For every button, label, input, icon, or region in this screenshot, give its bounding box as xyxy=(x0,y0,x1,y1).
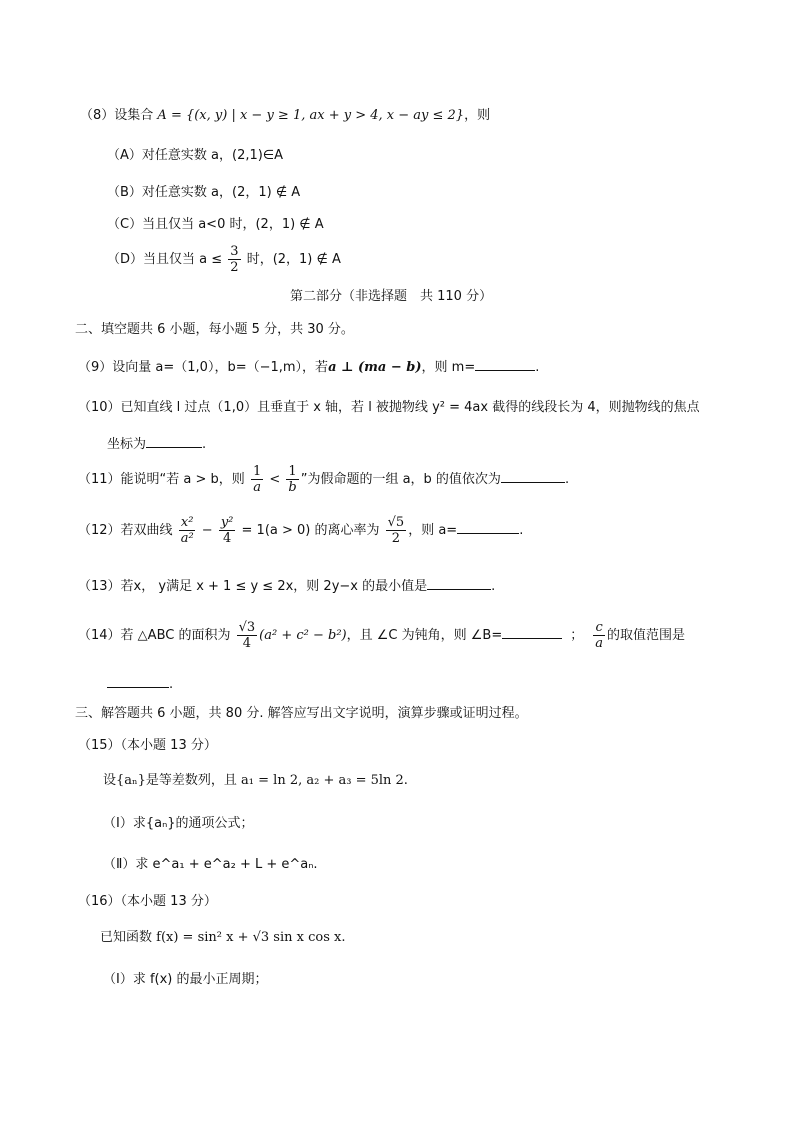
stem-text: . xyxy=(169,677,174,692)
option-d xyxy=(107,242,341,278)
numerator: √5 xyxy=(387,515,405,530)
stem-text: ； xyxy=(570,628,584,643)
question-8-stem xyxy=(80,106,490,126)
option-text: 当且仅当 a<0 时，(2，1) ∉ A xyxy=(142,217,324,232)
set-expression: A = {(x, y) | x − y ≥ 1, ax + y > 4, x − ay ≤ 2} xyxy=(157,108,465,123)
stem-text: 的取值范围是 xyxy=(607,628,686,643)
stem-text: 能说明“若 a > b，则 xyxy=(120,472,249,487)
less-than: < xyxy=(265,472,285,487)
numerator: c xyxy=(595,620,603,635)
question-number: （14） xyxy=(78,628,121,643)
option-c xyxy=(107,215,324,235)
answer-blank[interactable] xyxy=(501,468,565,483)
part-2-title: 第二部分（非选择题 共 110 分） xyxy=(290,289,493,304)
stem-text: ，则 m= xyxy=(421,360,476,375)
option-text: 对任意实数 a，(2,1)∈A xyxy=(141,148,284,163)
fraction xyxy=(219,515,236,546)
denominator: 2 xyxy=(391,531,401,546)
answer-blank[interactable] xyxy=(427,575,491,590)
stem-text: . xyxy=(564,472,570,487)
numerator: y² xyxy=(220,515,234,530)
fraction xyxy=(179,515,196,546)
answer-blank[interactable] xyxy=(146,433,202,448)
question-15-part-2: （Ⅱ）求 e^a₁ + e^a₂ + L + e^aₙ. xyxy=(103,857,318,872)
answer-blank[interactable] xyxy=(475,356,535,371)
stem-text: . xyxy=(491,579,496,594)
stem-text: . xyxy=(535,360,540,375)
numerator: √3 xyxy=(238,620,256,635)
stem-text: ，且 ∠C 为钝角，则 ∠B= xyxy=(346,628,503,643)
answer-blank[interactable] xyxy=(107,673,169,688)
option-text: 当且仅当 a ≤ xyxy=(143,252,227,267)
question-13 xyxy=(78,575,495,597)
denominator: 2 xyxy=(230,260,239,275)
fraction xyxy=(593,620,605,651)
question-number: （11） xyxy=(78,472,121,487)
stem-text: ，则 xyxy=(464,108,491,123)
option-a xyxy=(107,146,283,166)
denominator: a xyxy=(253,480,261,495)
question-15-stem: 设{aₙ}是等差数列，且 a₁ = ln 2, a₂ + a₃ = 5ln 2. xyxy=(103,773,408,788)
minus-sign: − xyxy=(197,523,217,538)
denominator: 4 xyxy=(242,636,252,651)
option-label: （C） xyxy=(107,217,143,232)
question-number: （13） xyxy=(78,579,121,594)
denominator: a² xyxy=(180,531,194,546)
answer-blank[interactable] xyxy=(502,624,562,639)
fraction xyxy=(251,464,263,495)
stem-text: 若x， y满足 x + 1 ≤ y ≤ 2x，则 2y−x 的最小值是 xyxy=(120,579,428,594)
question-15-part-1: （Ⅰ）求{aₙ}的通项公式； xyxy=(103,816,254,831)
question-15-heading: （15）（本小题 13 分） xyxy=(78,738,217,753)
answer-blank[interactable] xyxy=(457,519,519,534)
option-text: 对任意实数 a，(2，1) ∉ A xyxy=(141,185,301,200)
stem-text: . xyxy=(202,437,207,452)
question-16-heading: （16）（本小题 13 分） xyxy=(78,894,217,909)
question-11 xyxy=(78,462,569,498)
question-14 xyxy=(78,617,685,655)
section-3-heading: 三、解答题共 6 小题，共 80 分. 解答应写出文字说明，演算步骤或证明过程。 xyxy=(75,706,528,721)
question-number: （9） xyxy=(78,360,113,375)
stem-text: ，则 a= xyxy=(408,523,458,538)
option-b xyxy=(107,183,300,203)
question-10-line-2 xyxy=(107,433,206,455)
question-number: （12） xyxy=(78,523,121,538)
stem-text: 已知直线 l 过点（1,0）且垂直于 x 轴，若 l 被抛物线 y² = 4ax 截得的线段长为 4，则抛物线的焦点 xyxy=(120,400,700,415)
stem-text: 设集合 xyxy=(114,108,158,123)
stem-text: 若双曲线 xyxy=(120,523,177,538)
area-expression: (a² + c² − b²) xyxy=(259,628,347,643)
fraction xyxy=(228,244,240,275)
denominator: 4 xyxy=(222,531,232,546)
question-9 xyxy=(78,356,539,378)
question-14-line-2 xyxy=(107,673,173,695)
stem-text: 坐标为 xyxy=(107,437,147,452)
question-12 xyxy=(78,512,523,550)
numerator: 3 xyxy=(230,244,239,259)
fraction xyxy=(386,515,407,546)
numerator: x² xyxy=(180,515,194,530)
question-16-part-1: （Ⅰ）求 f(x) 的最小正周期； xyxy=(103,972,268,987)
question-number: （8） xyxy=(80,108,115,123)
stem-text: ”为假命题的一组 a，b 的值依次为 xyxy=(300,472,501,487)
fraction xyxy=(237,620,258,651)
section-2-heading: 二、填空题共 6 小题，每小题 5 分，共 30 分。 xyxy=(75,322,354,337)
denominator: a xyxy=(595,636,604,651)
numerator: 1 xyxy=(252,464,262,479)
question-number: （10） xyxy=(78,400,121,415)
question-10 xyxy=(78,398,700,418)
fraction xyxy=(286,464,298,495)
stem-text: . xyxy=(519,523,524,538)
stem-text: 设向量 a=（1,0），b=（−1,m），若 xyxy=(112,360,329,375)
option-label: （A） xyxy=(107,148,142,163)
stem-text: = 1(a > 0) 的离心率为 xyxy=(237,523,384,538)
denominator: b xyxy=(288,480,297,495)
option-label: （B） xyxy=(107,185,142,200)
option-text: 时，(2，1) ∉ A xyxy=(242,252,341,267)
condition-expression: a ⊥ (ma − b) xyxy=(328,360,422,375)
option-label: （D） xyxy=(107,252,144,267)
stem-text: 若 △ABC 的面积为 xyxy=(120,628,235,643)
question-16-stem: 已知函数 f(x) = sin² x + √3 sin x cos x. xyxy=(100,930,346,945)
numerator: 1 xyxy=(288,464,297,479)
